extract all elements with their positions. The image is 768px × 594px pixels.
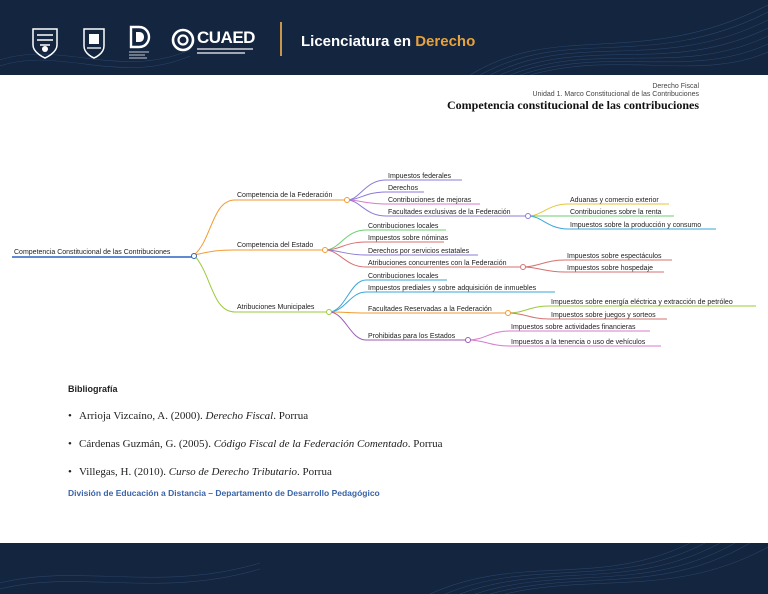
ref-author: Villegas, H. (2010).: [79, 466, 169, 478]
map-leaf: Impuestos sobre actividades financieras: [511, 324, 636, 331]
map-leaf: Contribuciones locales: [368, 223, 439, 230]
fes-seal-icon: [82, 26, 106, 60]
map-leaf: Contribuciones sobre la renta: [570, 209, 662, 216]
ref-publisher: . Porrua: [297, 466, 332, 478]
decorative-waves: [0, 543, 768, 594]
map-node-dot: [192, 254, 197, 259]
ref-title: Curso de Derecho Tributario: [168, 466, 298, 478]
list-item: • Cárdenas Guzmán, G. (2005). Código Fiscal de la Federación Comentado. Porrua: [68, 438, 443, 450]
cuaed-subtitle-line: [197, 52, 245, 54]
footer-credit: División de Educación a Distancia – Departamento de Desarrollo Pedagógico: [68, 488, 380, 498]
map-leaf: Impuestos sobre nóminas: [368, 235, 449, 242]
ref-title: Derecho Fiscal: [205, 410, 274, 422]
bibliography-list: [68, 410, 443, 494]
map-root: Competencia Constitucional de las Contribuciones: [14, 249, 171, 256]
map-leaf: Impuestos sobre juegos y sorteos: [551, 312, 656, 319]
program-prefix: Licenciatura en: [301, 33, 412, 50]
footer-band: [0, 543, 768, 594]
page-title: Competencia constitucional de las contribuciones: [447, 98, 699, 112]
map-leaf: Aduanas y comercio exterior: [570, 197, 659, 204]
list-item: • Arrioja Vizcaíno, A. (2000). Derecho Fiscal. Porrua: [68, 410, 309, 422]
map-node-dot: [526, 214, 531, 219]
map-leaf: Atribuciones concurrentes con la Federación: [368, 260, 507, 267]
unit-name: Unidad 1. Marco Constitucional de las Contribuciones: [532, 91, 699, 98]
ref-publisher: . Porrua: [407, 438, 443, 450]
map-node-dot: [327, 310, 332, 315]
mind-map: [0, 160, 768, 360]
map-leaf: Impuestos a la tenencia o uso de vehículos: [511, 339, 646, 346]
header-separator: [280, 22, 282, 56]
map-leaf: Contribuciones locales: [368, 273, 439, 280]
map-node-dot: [323, 248, 328, 253]
map-leaf: Impuestos prediales y sobre adquisición de inmuebles: [368, 285, 537, 292]
map-leaf: Impuestos sobre energía eléctrica y extracción de petróleo: [551, 299, 733, 306]
list-item: • Villegas, H. (2010). Curso de Derecho Tributario. Porrua: [68, 466, 332, 478]
map-leaf: Impuestos sobre hospedaje: [567, 265, 653, 272]
ref-author: Arrioja Vizcaíno, A. (2000).: [79, 410, 206, 422]
map-leaf: Facultades exclusivas de la Federación: [388, 209, 511, 216]
map-leaf: Impuestos sobre espectáculos: [567, 253, 662, 260]
program-highlight: Derecho: [415, 33, 476, 50]
map-node-municipal: Atribuciones Municipales: [237, 304, 315, 311]
map-leaf: Facultades Reservadas a la Federación: [368, 306, 492, 313]
map-node-dot: [521, 265, 526, 270]
header-band: [0, 0, 768, 75]
course-name: Derecho Fiscal: [652, 83, 699, 90]
program-title: [301, 33, 475, 50]
ref-publisher: . Porrua: [273, 410, 309, 422]
map-node-dot: [506, 311, 511, 316]
map-leaf: Contribuciones de mejoras: [388, 197, 472, 204]
map-leaf: Derechos por servicios estatales: [368, 248, 470, 255]
map-node-dot: [345, 198, 350, 203]
cuaed-wordmark: CUAED: [197, 28, 255, 47]
cuaed-logo-icon: [171, 28, 195, 52]
division-logo-icon: [127, 25, 151, 61]
bibliography-heading: Bibliografía: [68, 384, 118, 394]
map-node-estado: Competencia del Estado: [237, 242, 314, 249]
map-leaf: Impuestos sobre la producción y consumo: [570, 222, 702, 229]
map-node-federacion: Competencia de la Federación: [237, 192, 333, 199]
ref-title: Código Fiscal de la Federación Comentado: [213, 438, 408, 450]
ref-author: Cárdenas Guzmán, G. (2005).: [79, 438, 214, 450]
map-leaf: Prohibidas para los Estados: [368, 333, 456, 340]
map-leaf: Impuestos federales: [388, 173, 452, 180]
map-node-dot: [466, 338, 471, 343]
unam-seal-icon: [31, 27, 59, 59]
map-leaf: Derechos: [388, 185, 418, 192]
cuaed-subtitle-line: [197, 48, 253, 50]
